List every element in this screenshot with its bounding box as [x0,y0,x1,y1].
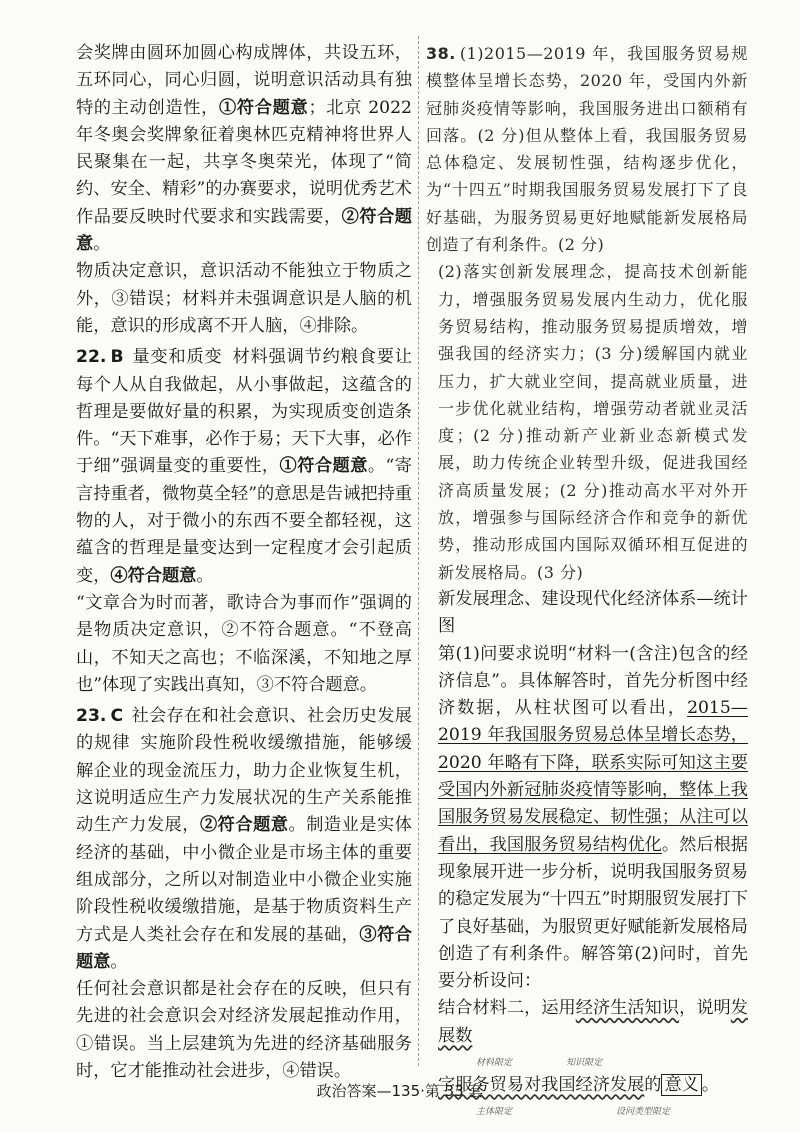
question-breakdown-line-1: 结合材料二，运用经济生活知识，说明发展数 [438,998,748,1046]
question-type-limit-note: 设问类型限定 [616,1107,671,1118]
column-divider [418,36,419,1066]
subject-limit-note: 主体限定 [476,1107,513,1118]
intro-paragraph: 会奖牌由圆环加圆心构成牌体，共设五环，五环同心，同心归圆，说明意识活动具有独特的主动创造性，①符合题意；北京 2022 年冬奥会奖牌象征着奥林匹克精神将世界人民聚集在一起，共享冬奥荣光，体现了“简约、安全、精彩”的办赛要求，说明优秀艺术作品要反映时代要求和实践需要，②符合题意。 [76,43,412,255]
question-23: 23. C 社会存在和社会意识、社会历史发展的规律 实施阶段性税收缓缴措施，能够缓解企业的现金流压力，助力企业恢复生机，这说明适应生产力发展状况的生产关系能推动生产力发展，②符合题意。制造业是实体经济的基础，中小微企业是市场主体的重要组成部分，之所以对制造业中小微企业实施阶段性税收缓缴措施，是基于物质资料生产方式是人类社会存在和发展的基础，③符合题意。 [76,706,412,972]
question-breakdown-line-2: 字服务贸易对我国经济发展的 意义 。 [438,1074,720,1095]
question-38-part-1: 38. (1)2015—2019 年，我国服务贸易规模整体呈增长态势，2020 年，受国内外新冠肺炎疫情等影响，我国服务进出口额稍有回落。(2 分)但从整体上看，我国服务贸易总体稳定、发展韧性强，结构逐步优化，为“十四五”时期我国服务贸易发展打下了良好基础，为服务贸易更好地赋能新发展格局创造了有利条件。(2 分) [426,44,748,255]
question-22-paragraph-2: “文章合为时而著，歌诗合为事而作”强调的是物质决定意识，②不符合题意。“不登高山，不知天之高也；不临深溪，不知地之厚也”体现了实践出真知，③不符合题意。 [76,592,412,695]
knowledge-limit-note: 知识限定 [566,1057,603,1068]
material-limit-note: 材料限定 [476,1057,513,1068]
analysis-tags: 新发展理念、建设现代化经济体系—统计图 [438,588,748,637]
intro-paragraph-2: 物质决定意识，意识活动不能独立于物质之外，③错误；材料并未强调意识是人脑的机能，意识的形成离不开人脑，④排除。 [76,261,412,336]
question-38-part-2: (2)落实创新发展理念，提高技术创新能力，增强服务贸易发展内生动力，优化服务贸易结构，推动服务贸易提质增效，增强我国的经济实力；(3 分)缓解国内就业压力，扩大就业空间，提高就业质量，进一步优化就业结构，增强劳动者就业灵活度；(2 分)推动新产业新业态新模式发展，助力传统企业转型升级，促进我国经济高质量发展；(2 分)推动高水平对外开放，增强参与国际经济合作和竞争的新优势，推动形成国内国际双循环相互促进的新发展格局。(3 分) [438,262,748,582]
question-23-paragraph-2: 任何社会意识都是社会存在的反映，但只有先进的社会意识会对经济发展起推动作用，①错误。当上层建筑为先进的经济基础服务时，它才能推动社会进步，④错误。 [76,979,412,1081]
annotation-row-2 [426,1099,748,1121]
page-footer: 政治答案—135·第 33 套 [316,1082,484,1100]
analysis-paragraph: 第(1)问要求说明“材料一(含注)包含的经济信息”。具体解答时，首先分析图中经济数据，从柱状图可以看出，2015—2019 年我国服务贸易总体呈增长态势，2020 年略有下降，联系实际可知这主要受国内外新冠肺炎疫情等影响，整体上我国服务贸易发展稳定、韧性强；从注可以看出，我国服务贸易结构优化。然后根据现象展开进一步分析，说明我国服务贸易的稳定发展为“十四五”时期服贸发展打下了良好基础，为服贸更好赋能新发展格局创造了有利条件。解答第(2)问时，首先要分析设问： [438,643,748,992]
right-column [426,40,748,1121]
question-22: 22. B 量变和质变 材料强调节约粮食要让每个人从自我做起，从小事做起，这蕴含的哲理是要做好量的积累，为实现质变创造条件。“天下难事，必作于易；天下大事，必作于细”强调量变的重要性，①符合题意。“寄言持重者，微物莫全轻”的意思是告诫把持重物的人，对于微小的东西不要全都轻视，这蕴含的哲理是量变达到一定程度才会引起质变，④符合题意。 [76,347,412,586]
left-column [76,40,412,1085]
annotation-row-1 [426,1050,748,1072]
